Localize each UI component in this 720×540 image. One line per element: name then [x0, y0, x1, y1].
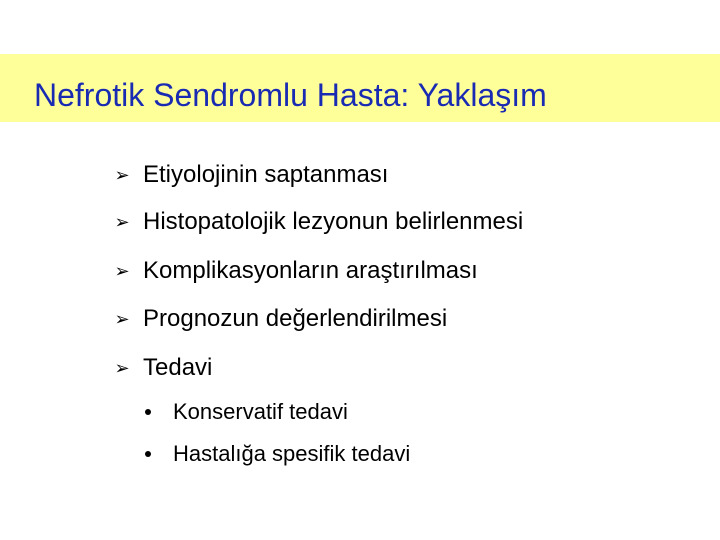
sub-bullet-label: Konservatif tedavi [173, 399, 348, 424]
bullet-label: Prognozun değerlendirilmesi [143, 305, 448, 332]
bullet-label: Tedavi [143, 354, 213, 381]
arrow-bullet-icon: ➢ [114, 165, 130, 185]
dot-bullet-icon [145, 409, 151, 415]
arrow-bullet-icon: ➢ [114, 309, 130, 329]
bullet-label: Komplikasyonların araştırılması [143, 257, 478, 284]
bullet-item-komplikasyon [113, 256, 478, 286]
dot-bullet-icon [145, 451, 151, 457]
bullet-item-tedavi [113, 353, 212, 383]
arrow-bullet-icon: ➢ [114, 261, 130, 281]
bullet-label: Histopatolojik lezyonun belirlenmesi [143, 208, 524, 235]
slide-title: Nefrotik Sendromlu Hasta: Yaklaşım [34, 77, 547, 113]
arrow-bullet-icon: ➢ [114, 212, 130, 232]
bullet-item-histopatoloji [113, 207, 523, 237]
bullet-item-prognoz [113, 304, 447, 334]
arrow-bullet-icon: ➢ [114, 358, 130, 378]
bullet-label: Etiyolojinin saptanması [143, 161, 389, 188]
sub-bullet-konservatif [145, 398, 348, 426]
bullet-item-etiyoloji [113, 160, 388, 190]
sub-bullet-label: Hastalığa spesifik tedavi [173, 441, 411, 466]
sub-bullet-spesifik [145, 440, 410, 468]
